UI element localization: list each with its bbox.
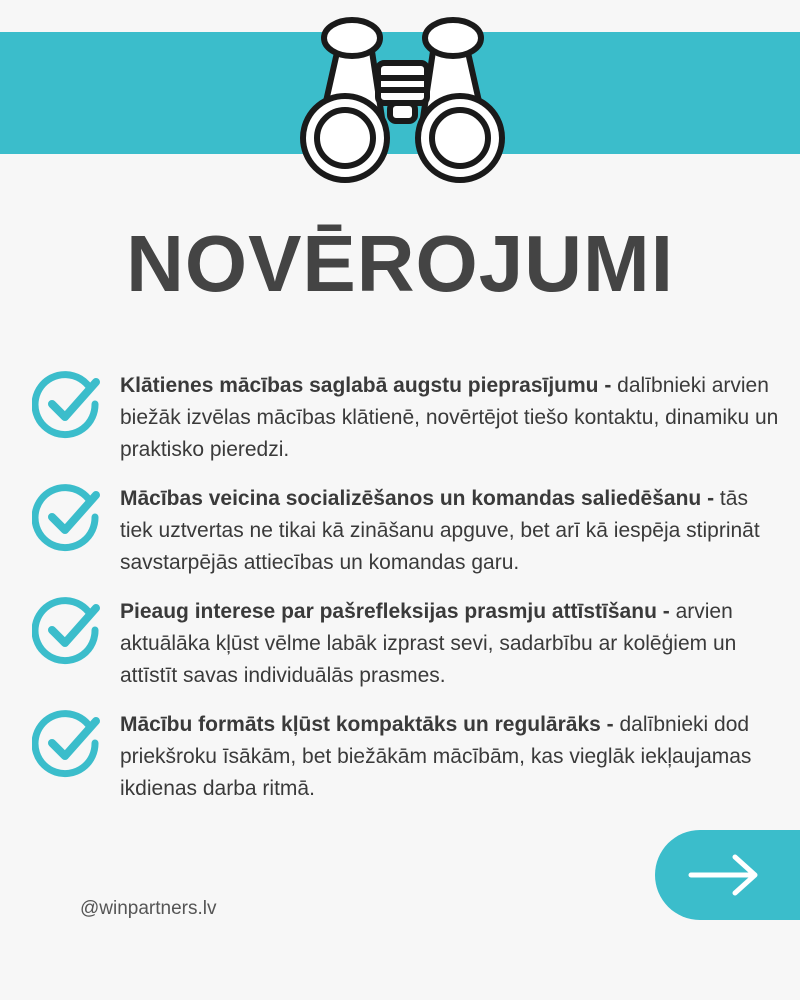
- item-text: [120, 370, 785, 466]
- binoculars-icon: [290, 8, 515, 193]
- check-circle-icon: [32, 596, 102, 666]
- list-item: [0, 596, 800, 696]
- next-button[interactable]: [655, 830, 800, 920]
- list-item: [0, 483, 800, 583]
- item-heading: Mācību formāts kļūst kompaktāks un regulārāks -: [120, 713, 614, 736]
- item-heading: Mācības veicina socializēšanos un komandas saliedēšanu -: [120, 487, 715, 510]
- check-circle-icon: [32, 709, 102, 779]
- item-body: arvien aktuālāka kļūst vēlme labāk izprast sevi, sadarbību ar kolēģiem un attīstīt savas individuālās prasmes.: [120, 600, 737, 687]
- arrow-right-icon: [687, 852, 763, 898]
- check-circle-icon: [32, 483, 102, 553]
- item-heading: Klātienes mācības saglabā augstu pieprasījumu -: [120, 374, 612, 397]
- page-title: NOVĒROJUMI: [126, 219, 674, 308]
- social-handle: @winpartners.lv: [80, 898, 217, 919]
- item-text: [120, 483, 785, 579]
- item-body: dalībnieki dod priekšroku īsākām, bet biežākām mācībām, kas vieglāk iekļaujamas ikdienas darba ritmā.: [120, 713, 752, 800]
- item-text: [120, 596, 785, 692]
- list-item: [0, 709, 800, 809]
- item-text: [120, 709, 785, 805]
- item-body: tās tiek uztvertas ne tikai kā zināšanu apguve, bet arī kā iespēja stiprināt savstarpējās attiecības un komandas garu.: [120, 487, 760, 574]
- check-circle-icon: [32, 370, 102, 440]
- list-item: [0, 370, 800, 470]
- item-heading: Pieaug interese par pašrefleksijas prasmju attīstīšanu -: [120, 600, 670, 623]
- item-body: dalībnieki arvien biežāk izvēlas mācības klātienē, novērtējot tiešo kontaktu, dinamiku un praktisko pieredzi.: [120, 374, 779, 461]
